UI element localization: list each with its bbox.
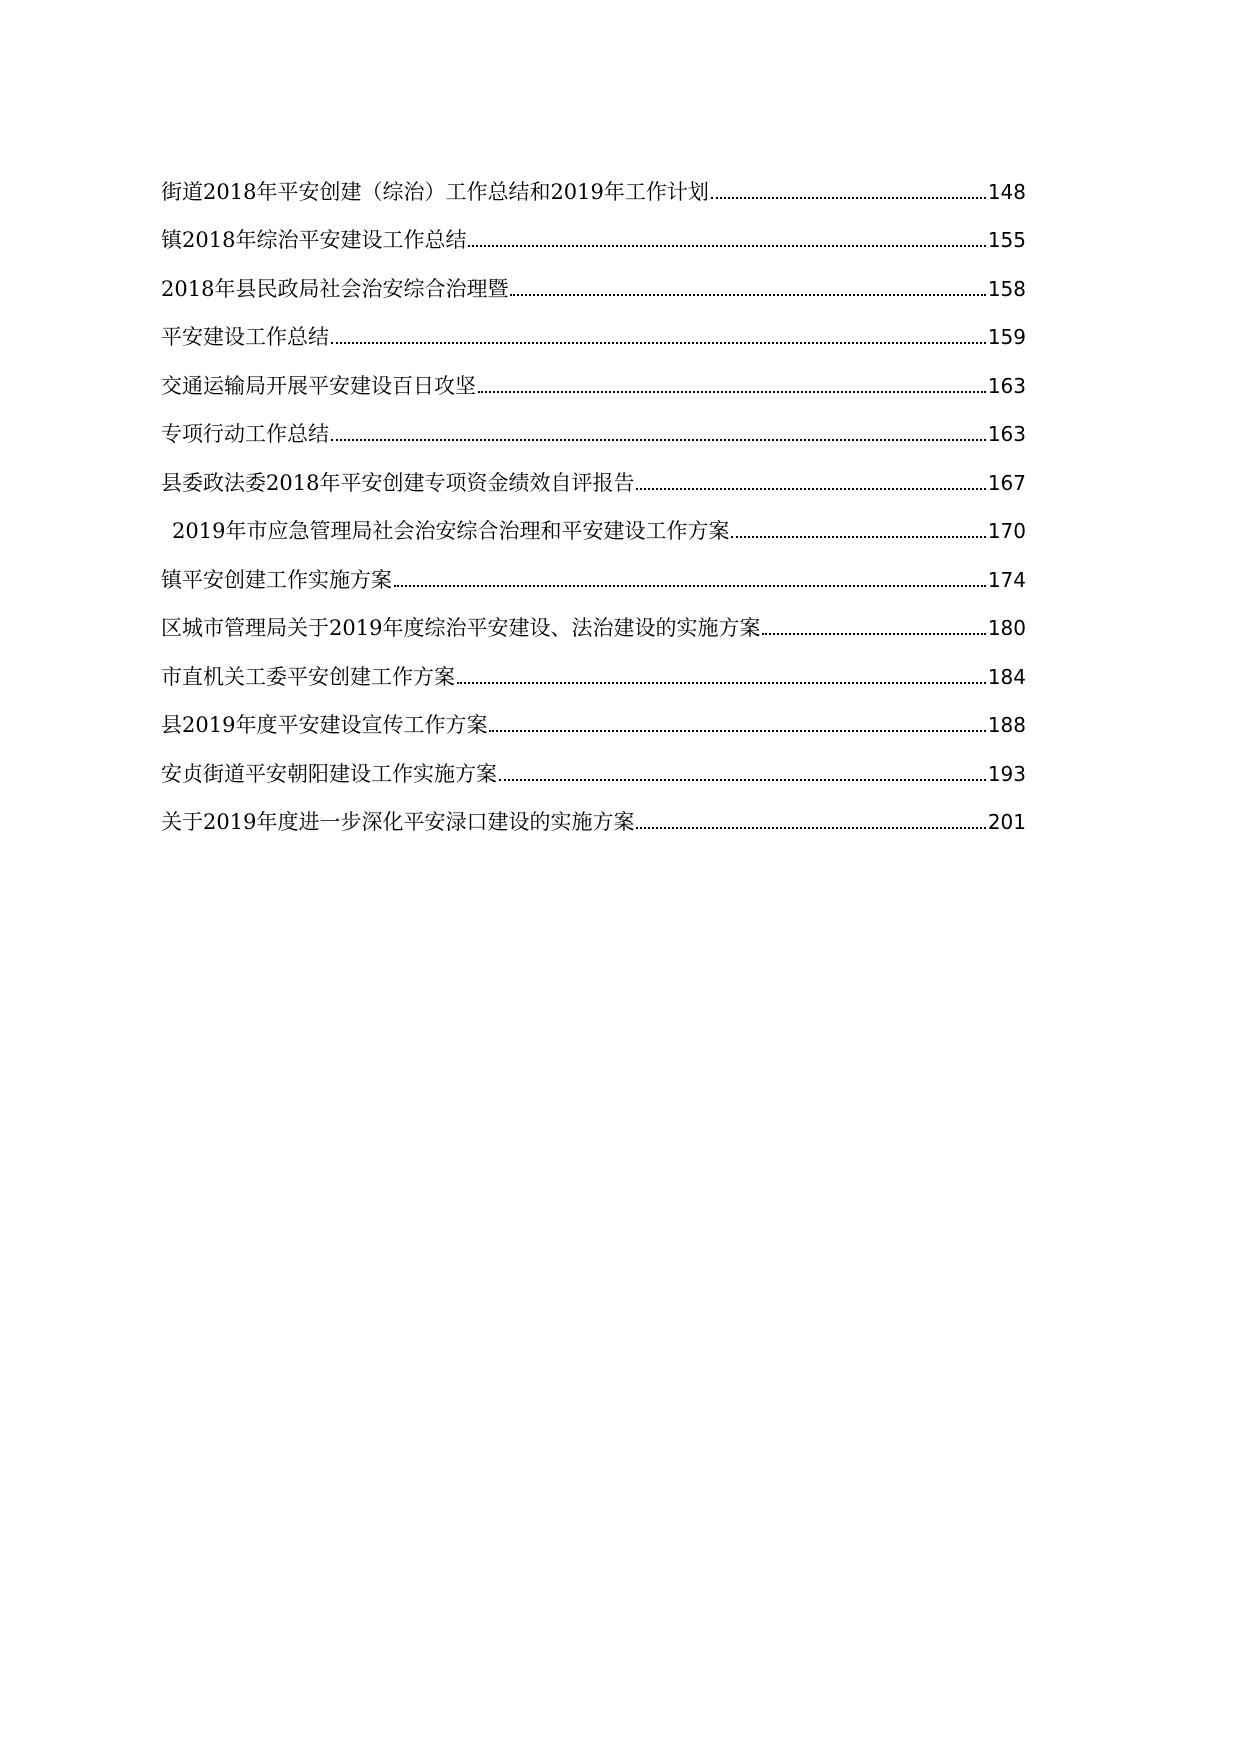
toc-entry-title: 县委政法委2018年平安创建专项资金绩效自评报告	[161, 470, 635, 495]
toc-entry-title: 镇平安创建工作实施方案	[161, 567, 392, 592]
toc-page-number: 163	[987, 422, 1026, 446]
toc-entry-title: 专项行动工作总结	[161, 422, 329, 446]
toc-entry-title: 交通运输局开展平安建设百日攻坚	[161, 373, 476, 398]
toc-entry-title: 街道2018年平安创建（综治）工作总结和2019年工作计划	[161, 179, 709, 204]
toc-entry-title: 2019年市应急管理局社会治安综合治理和平安建设工作方案	[172, 519, 730, 543]
toc-entry-title: 市直机关工委平安创建工作方案	[161, 664, 455, 689]
toc-page-number: 193	[987, 761, 1026, 786]
toc-entry[interactable]	[161, 641, 1026, 690]
toc-dot-leader	[331, 342, 986, 344]
toc-entry-title: 镇2018年综治平安建设工作总结	[161, 228, 467, 252]
toc-entry[interactable]	[161, 544, 1026, 593]
toc-entry-title: 安贞街道平安朝阳建设工作实施方案	[161, 761, 497, 786]
toc-page-number: 184	[987, 664, 1026, 689]
toc-dot-leader	[457, 682, 986, 684]
toc-dot-leader	[731, 536, 985, 538]
toc-entry[interactable]	[161, 205, 1026, 254]
toc-page-number: 180	[987, 616, 1026, 640]
toc-entry-title: 县2019年度平安建设宣传工作方案	[161, 713, 488, 737]
toc-dot-leader	[636, 488, 985, 490]
toc-page-number: 163	[987, 373, 1026, 398]
toc-page-number: 158	[987, 276, 1026, 301]
toc-page-number: 155	[987, 228, 1026, 252]
toc-entry[interactable]	[161, 496, 1026, 545]
toc-page-number: 148	[987, 179, 1026, 204]
toc-dot-leader	[510, 294, 985, 296]
toc-dot-leader	[478, 391, 986, 393]
toc-dot-leader	[331, 439, 986, 441]
toc-entry[interactable]	[161, 690, 1026, 739]
toc-page-number: 159	[987, 325, 1026, 349]
toc-page-number: 174	[987, 567, 1026, 592]
toc-entry[interactable]	[161, 447, 1026, 496]
toc-page-number: 188	[987, 713, 1026, 737]
toc-entry-title: 2018年县民政局社会治安综合治理暨	[161, 276, 509, 301]
toc-page-number: 201	[987, 810, 1026, 834]
toc-dot-leader	[489, 730, 985, 732]
toc-entry[interactable]	[161, 350, 1026, 399]
table-of-contents	[161, 156, 1026, 835]
toc-entry-title: 平安建设工作总结	[161, 325, 329, 349]
toc-entry[interactable]	[161, 738, 1026, 787]
toc-dot-leader	[636, 827, 985, 829]
toc-entry[interactable]	[161, 156, 1026, 205]
toc-entry-title: 关于2019年度进一步深化平安渌口建设的实施方案	[161, 810, 635, 834]
toc-page-number: 170	[987, 519, 1026, 543]
toc-dot-leader	[394, 585, 986, 587]
toc-entry[interactable]	[161, 399, 1026, 448]
toc-entry[interactable]	[161, 593, 1026, 642]
toc-page-number: 167	[987, 470, 1026, 495]
toc-dot-leader	[762, 633, 985, 635]
toc-dot-leader	[468, 245, 985, 247]
toc-entry[interactable]	[161, 253, 1026, 302]
toc-dot-leader	[499, 779, 986, 781]
toc-entry[interactable]	[161, 302, 1026, 351]
toc-entry[interactable]	[161, 787, 1026, 836]
toc-entry-title: 区城市管理局关于2019年度综治平安建设、法治建设的实施方案	[161, 616, 761, 640]
toc-dot-leader	[711, 197, 986, 199]
